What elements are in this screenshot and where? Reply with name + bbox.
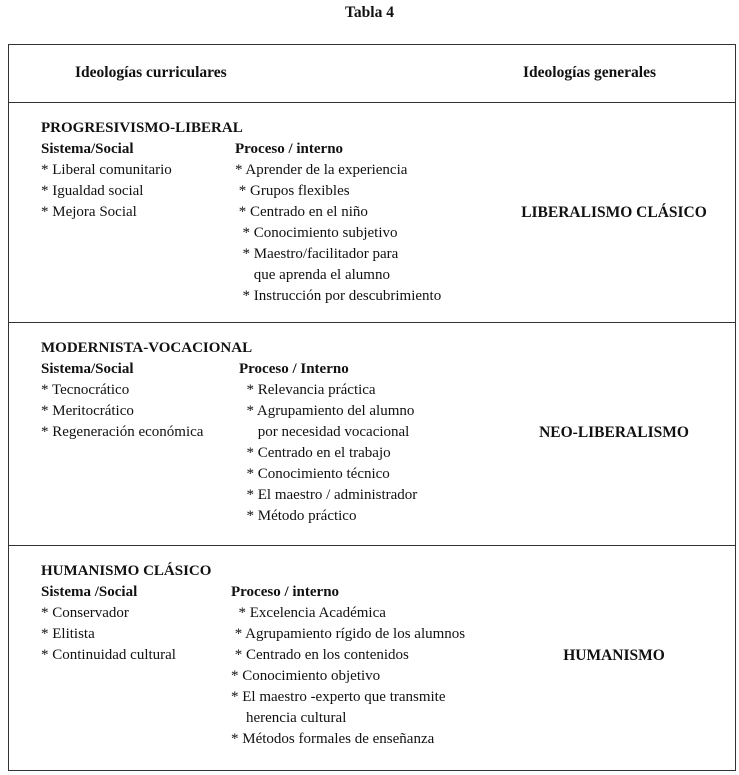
system-social-column [41, 561, 211, 666]
system-social-label: Sistema/Social [41, 141, 134, 157]
general-ideology: NEO-LIBERALISMO [539, 424, 689, 441]
process-internal-item: * Conocimiento objetivo [231, 668, 381, 684]
process-internal-item: que aprenda el alumno [235, 267, 390, 283]
system-social-item: * Meritocrático [41, 403, 134, 419]
process-internal-label: Proceso / interno [231, 584, 340, 600]
curricular-ideology-heading: HUMANISMO CLÁSICO [41, 563, 212, 579]
process-internal-item: herencia cultural [231, 710, 347, 726]
process-internal-item: * Centrado en los contenidos [231, 647, 409, 663]
system-social-item: * Elitista [41, 626, 95, 642]
process-internal-column [235, 139, 441, 307]
process-internal-item: * Grupos flexibles [235, 183, 350, 199]
table-header [9, 45, 735, 103]
system-social-column [41, 338, 252, 443]
system-social-item: * Liberal comunitario [41, 162, 172, 178]
header-curricular-ideologies: Ideologías curriculares [75, 64, 227, 81]
curricular-ideology-heading: MODERNISTA-VOCACIONAL [41, 340, 253, 356]
process-internal-item: * Excelencia Académica [231, 605, 386, 621]
process-internal-item: * Centrado en el trabajo [239, 445, 391, 461]
system-social-item: * Tecnocrático [41, 382, 130, 398]
process-internal-item: * Aprender de la experiencia [235, 162, 408, 178]
process-internal-item: * Conocimiento subjetivo [235, 225, 398, 241]
process-internal-item: * El maestro -experto que transmite [231, 689, 446, 705]
process-internal-label: Proceso / interno [235, 141, 344, 157]
header-general-ideologies: Ideologías generales [523, 64, 657, 81]
process-internal-item: * Relevancia práctica [239, 382, 376, 398]
system-social-label: Sistema /Social [41, 584, 138, 600]
process-internal-label: Proceso / Interno [239, 361, 349, 377]
process-internal-item: por necesidad vocacional [239, 424, 410, 440]
system-social-item: * Regeneración económica [41, 424, 204, 440]
process-internal-item: * El maestro / administrador [239, 487, 418, 503]
process-internal-item: * Agrupamiento del alumno [239, 403, 415, 419]
system-social-item: * Continuidad cultural [41, 647, 176, 663]
table-row [9, 546, 735, 772]
system-social-item: * Igualdad social [41, 183, 144, 199]
process-internal-item: * Centrado en el niño [235, 204, 368, 220]
table-row [9, 323, 735, 546]
general-ideology: HUMANISMO [563, 647, 665, 664]
system-social-column [41, 118, 243, 223]
process-internal-item: * Agrupamiento rígido de los alumnos [231, 626, 466, 642]
table-row [9, 103, 735, 323]
curricular-ideology-heading: PROGRESIVISMO-LIBERAL [41, 120, 243, 136]
process-internal-item: * Métodos formales de enseñanza [231, 731, 435, 747]
process-internal-item: * Conocimiento técnico [239, 466, 390, 482]
process-internal-column [231, 582, 465, 750]
process-internal-item: * Método práctico [239, 508, 357, 524]
system-social-item: * Mejora Social [41, 204, 137, 220]
ideologies-table [8, 44, 736, 771]
process-internal-item: * Instrucción por descubrimiento [235, 288, 442, 304]
system-social-label: Sistema/Social [41, 361, 134, 377]
table-title: Tabla 4 [345, 4, 394, 21]
process-internal-column [239, 359, 417, 527]
process-internal-item: * Maestro/facilitador para [235, 246, 399, 262]
general-ideology: LIBERALISMO CLÁSICO [521, 204, 707, 221]
system-social-item: * Conservador [41, 605, 129, 621]
